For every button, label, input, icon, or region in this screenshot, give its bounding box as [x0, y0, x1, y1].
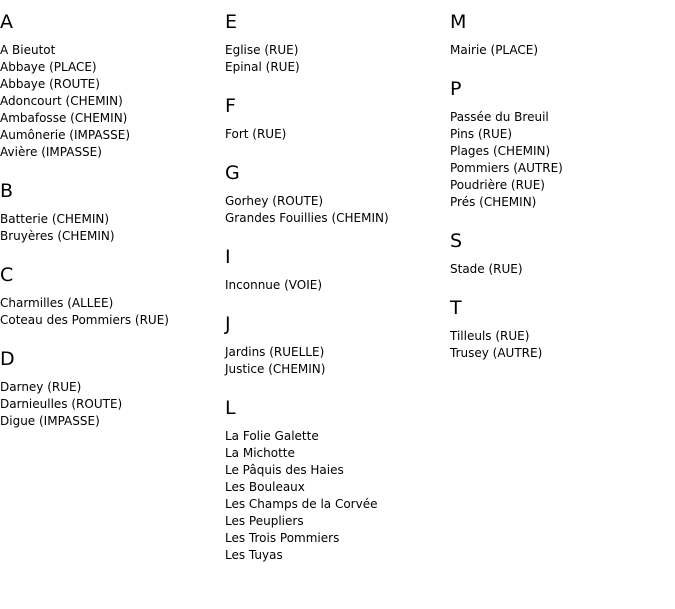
letter-section [450, 10, 670, 59]
street-name: A Bieutot [0, 43, 56, 57]
section-letter-heading: D [0, 348, 15, 370]
section-letter-heading: M [450, 11, 467, 33]
street-name: Darney (RUE) [0, 380, 82, 394]
street-list [0, 295, 220, 329]
section-letter-heading: T [450, 297, 462, 319]
street-name: Darnieulles (ROUTE) [0, 397, 123, 411]
street-list [450, 42, 670, 59]
street-name: Batterie (CHEMIN) [0, 212, 110, 226]
street-name: Jardins (RUELLE) [225, 345, 325, 359]
street-list [0, 379, 220, 430]
street-name: Coteau des Pommiers (RUE) [0, 313, 169, 327]
street-column-2 [225, 10, 445, 582]
street-name: Les Peupliers [225, 514, 304, 528]
street-name: Epinal (RUE) [225, 60, 300, 74]
street-name: La Folie Galette [225, 429, 319, 443]
section-letter-heading: P [450, 78, 462, 100]
letter-section [0, 263, 220, 329]
letter-section [450, 77, 670, 211]
section-letter-heading: C [0, 264, 14, 286]
letter-section [225, 10, 445, 76]
street-name: Abbaye (ROUTE) [0, 77, 100, 91]
street-name: Les Champs de la Corvée [225, 497, 378, 511]
street-list [450, 261, 670, 278]
street-name: Le Pâquis des Haies [225, 463, 344, 477]
street-name: Pins (RUE) [450, 127, 513, 141]
section-letter-heading: S [450, 230, 463, 252]
letter-section [225, 312, 445, 378]
street-name: Stade (RUE) [450, 262, 523, 276]
street-list [450, 109, 670, 211]
street-name: Pommiers (AUTRE) [450, 161, 563, 175]
street-name: Poudrière (RUE) [450, 178, 545, 192]
letter-section [225, 245, 445, 294]
street-name: Gorhey (ROUTE) [225, 194, 324, 208]
letter-section [0, 10, 220, 161]
street-name: Ambafosse (CHEMIN) [0, 111, 128, 125]
street-name: Avière (IMPASSE) [0, 145, 102, 159]
street-name: Bruyères (CHEMIN) [0, 229, 115, 243]
street-list [225, 428, 445, 564]
letter-section [450, 296, 670, 362]
section-letter-heading: L [225, 397, 236, 419]
section-letter-heading: G [225, 162, 240, 184]
section-letter-heading: E [225, 11, 238, 33]
street-name: Adoncourt (CHEMIN) [0, 94, 123, 108]
street-list [225, 42, 445, 76]
street-name: Passée du Breuil [450, 110, 549, 124]
letter-section [0, 347, 220, 430]
street-name: Aumônerie (IMPASSE) [0, 128, 131, 142]
letter-section [450, 229, 670, 278]
letter-section [225, 396, 445, 564]
section-letter-heading: A [0, 11, 13, 33]
street-name: Digue (IMPASSE) [0, 414, 100, 428]
street-name: Eglise (RUE) [225, 43, 299, 57]
section-letter-heading: F [225, 95, 236, 117]
street-list [0, 42, 220, 161]
street-column-3 [450, 10, 670, 380]
street-name: Fort (RUE) [225, 127, 287, 141]
letter-section [225, 94, 445, 143]
street-list [225, 344, 445, 378]
section-letter-heading: B [0, 180, 14, 202]
street-list [0, 211, 220, 245]
street-name: Trusey (AUTRE) [450, 346, 543, 360]
letter-section [0, 179, 220, 245]
street-list [225, 277, 445, 294]
street-name: Plages (CHEMIN) [450, 144, 551, 158]
letter-section [225, 161, 445, 227]
street-name: Charmilles (ALLEE) [0, 296, 114, 310]
section-letter-heading: J [225, 313, 231, 335]
street-name: Les Tuyas [225, 548, 283, 562]
street-name: Abbaye (PLACE) [0, 60, 97, 74]
street-name: Les Bouleaux [225, 480, 305, 494]
street-list [225, 126, 445, 143]
street-name: Inconnue (VOIE) [225, 278, 323, 292]
section-letter-heading: I [225, 246, 231, 268]
street-list [225, 193, 445, 227]
street-name: Mairie (PLACE) [450, 43, 539, 57]
street-name: Tilleuls (RUE) [450, 329, 530, 343]
street-name: Justice (CHEMIN) [225, 362, 326, 376]
street-name: Les Trois Pommiers [225, 531, 340, 545]
street-column-1 [0, 10, 220, 448]
street-name: Grandes Fouillies (CHEMIN) [225, 211, 389, 225]
street-name: La Michotte [225, 446, 295, 460]
street-name: Prés (CHEMIN) [450, 195, 537, 209]
street-list [450, 328, 670, 362]
